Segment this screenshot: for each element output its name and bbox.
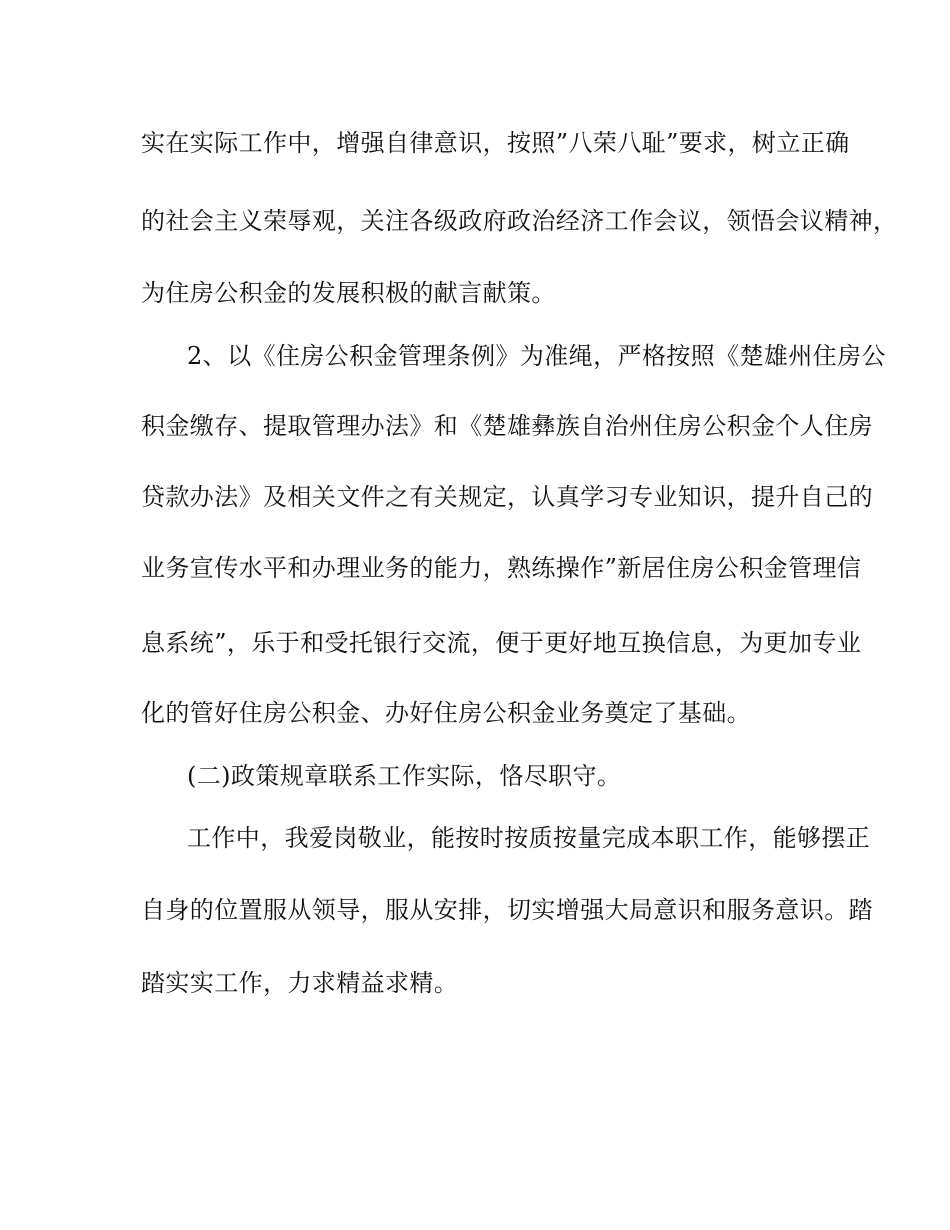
paragraph-line: 实在实际工作中，增强自律意识，按照”八荣八耻”要求，树立正确	[141, 129, 850, 157]
section-heading: (二)政策规章联系工作实际，恪尽职守。	[187, 762, 622, 790]
paragraph-line: 踏实实工作，力求精益求精。	[141, 969, 459, 997]
paragraph-line: 自身的位置服从领导，服从安排，切实增强大局意识和服务意识。踏	[141, 896, 873, 924]
paragraph-line: 2、以《住房公积金管理条例》为准绳，严格按照《楚雄州住房公	[187, 342, 886, 370]
paragraph-line: 为住房公积金的发展积极的献言献策。	[141, 279, 556, 307]
paragraph-line: 化的管好住房公积金、办好住房公积金业务奠定了基础。	[141, 699, 751, 727]
paragraph-line: 息系统”，乐于和受托银行交流，便于更好地互换信息，为更加专业	[141, 629, 862, 657]
paragraph-line: 积金缴存、提取管理办法》和《楚雄彝族自治州住房公积金个人住房	[141, 412, 873, 440]
paragraph-line: 工作中，我爱岗敬业，能按时按质按量完成本职工作，能够摆正	[187, 824, 871, 852]
paragraph-line: 贷款办法》及相关文件之有关规定，认真学习专业知识，提升自己的	[141, 483, 873, 511]
paragraph-line: 的社会主义荣辱观，关注各级政府政治经济工作会议，领悟会议精神，	[141, 207, 898, 235]
paragraph-line: 业务宣传水平和办理业务的能力，熟练操作”新居住房公积金管理信	[141, 554, 862, 582]
